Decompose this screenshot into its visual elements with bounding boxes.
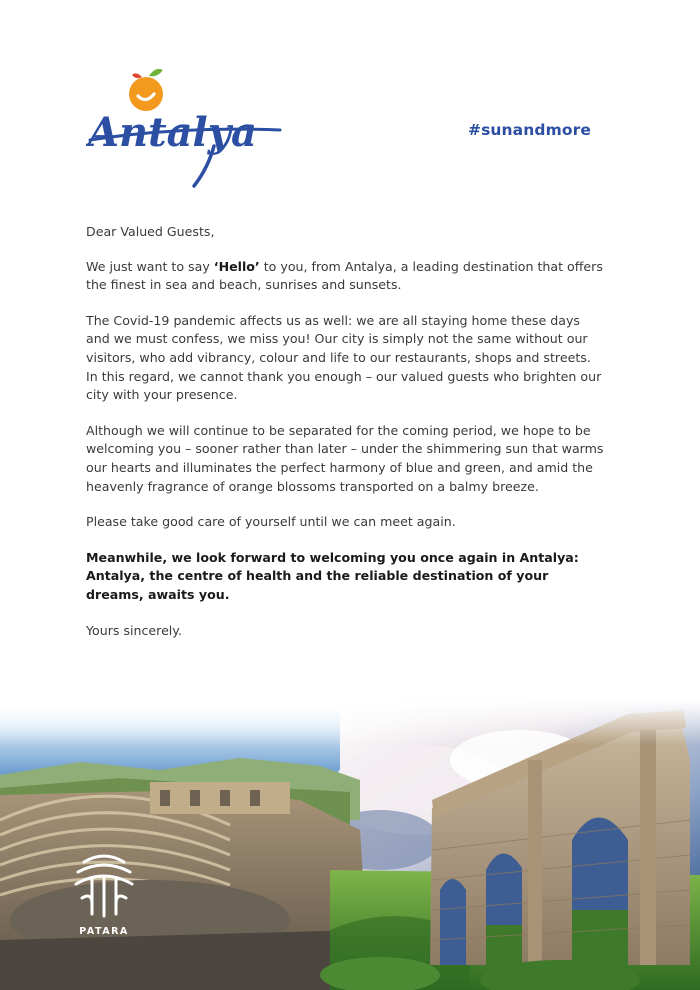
letter-body (86, 223, 606, 657)
greeting: Dear Valued Guests, (86, 224, 215, 239)
p1-after: to you, from Antalya, a leading destination that offers the finest in sea and beach, sunrises and sunsets. (86, 258, 603, 293)
p1-hello-bold: ‘Hello’ (213, 258, 260, 274)
antalya-logo-graphic (86, 62, 286, 190)
antalya-logo (86, 62, 286, 190)
paragraph-welcome: Although we will continue to be separated for the coming period, we hope to be welcoming you – sooner rather than later – under the shimmering sun that warms our hearts and illuminates the perfect harmony of blue and green, and amid the heavenly fragrance of orange blossoms transported on a balmy breeze. (86, 422, 604, 494)
p1-before: We just want to say (86, 258, 214, 274)
patara-symbol-icon (64, 854, 144, 920)
patara-emblem (64, 854, 144, 944)
paragraph-meanwhile: Meanwhile, we look forward to welcoming you once again in Antalya: Antalya, the centre of health and the reliable destination of your dreams, awaits you. (86, 549, 579, 602)
ruins-banner-graphic (0, 700, 700, 990)
ruins-banner-image (0, 700, 700, 990)
patara-label: PATARA (79, 926, 129, 937)
hashtag-sunandmore: #sunandmore (468, 121, 591, 139)
signoff: Yours sincerely. (86, 622, 182, 638)
logo-wordmark: Antalya (88, 109, 257, 156)
paragraph-care: Please take good care of yourself until we can meet again. (86, 514, 456, 530)
paragraph-hello (86, 258, 606, 295)
paragraph-covid: The Covid-19 pandemic affects us as well: we are all staying home these days and we must confess, we miss you! Our city is simply not the same without our visitors, who add vibrancy, colour and life to our restaurants, shops and streets. In this regard, we cannot thank you enough – our valued guests who brighten our city with your presence. (86, 312, 602, 403)
